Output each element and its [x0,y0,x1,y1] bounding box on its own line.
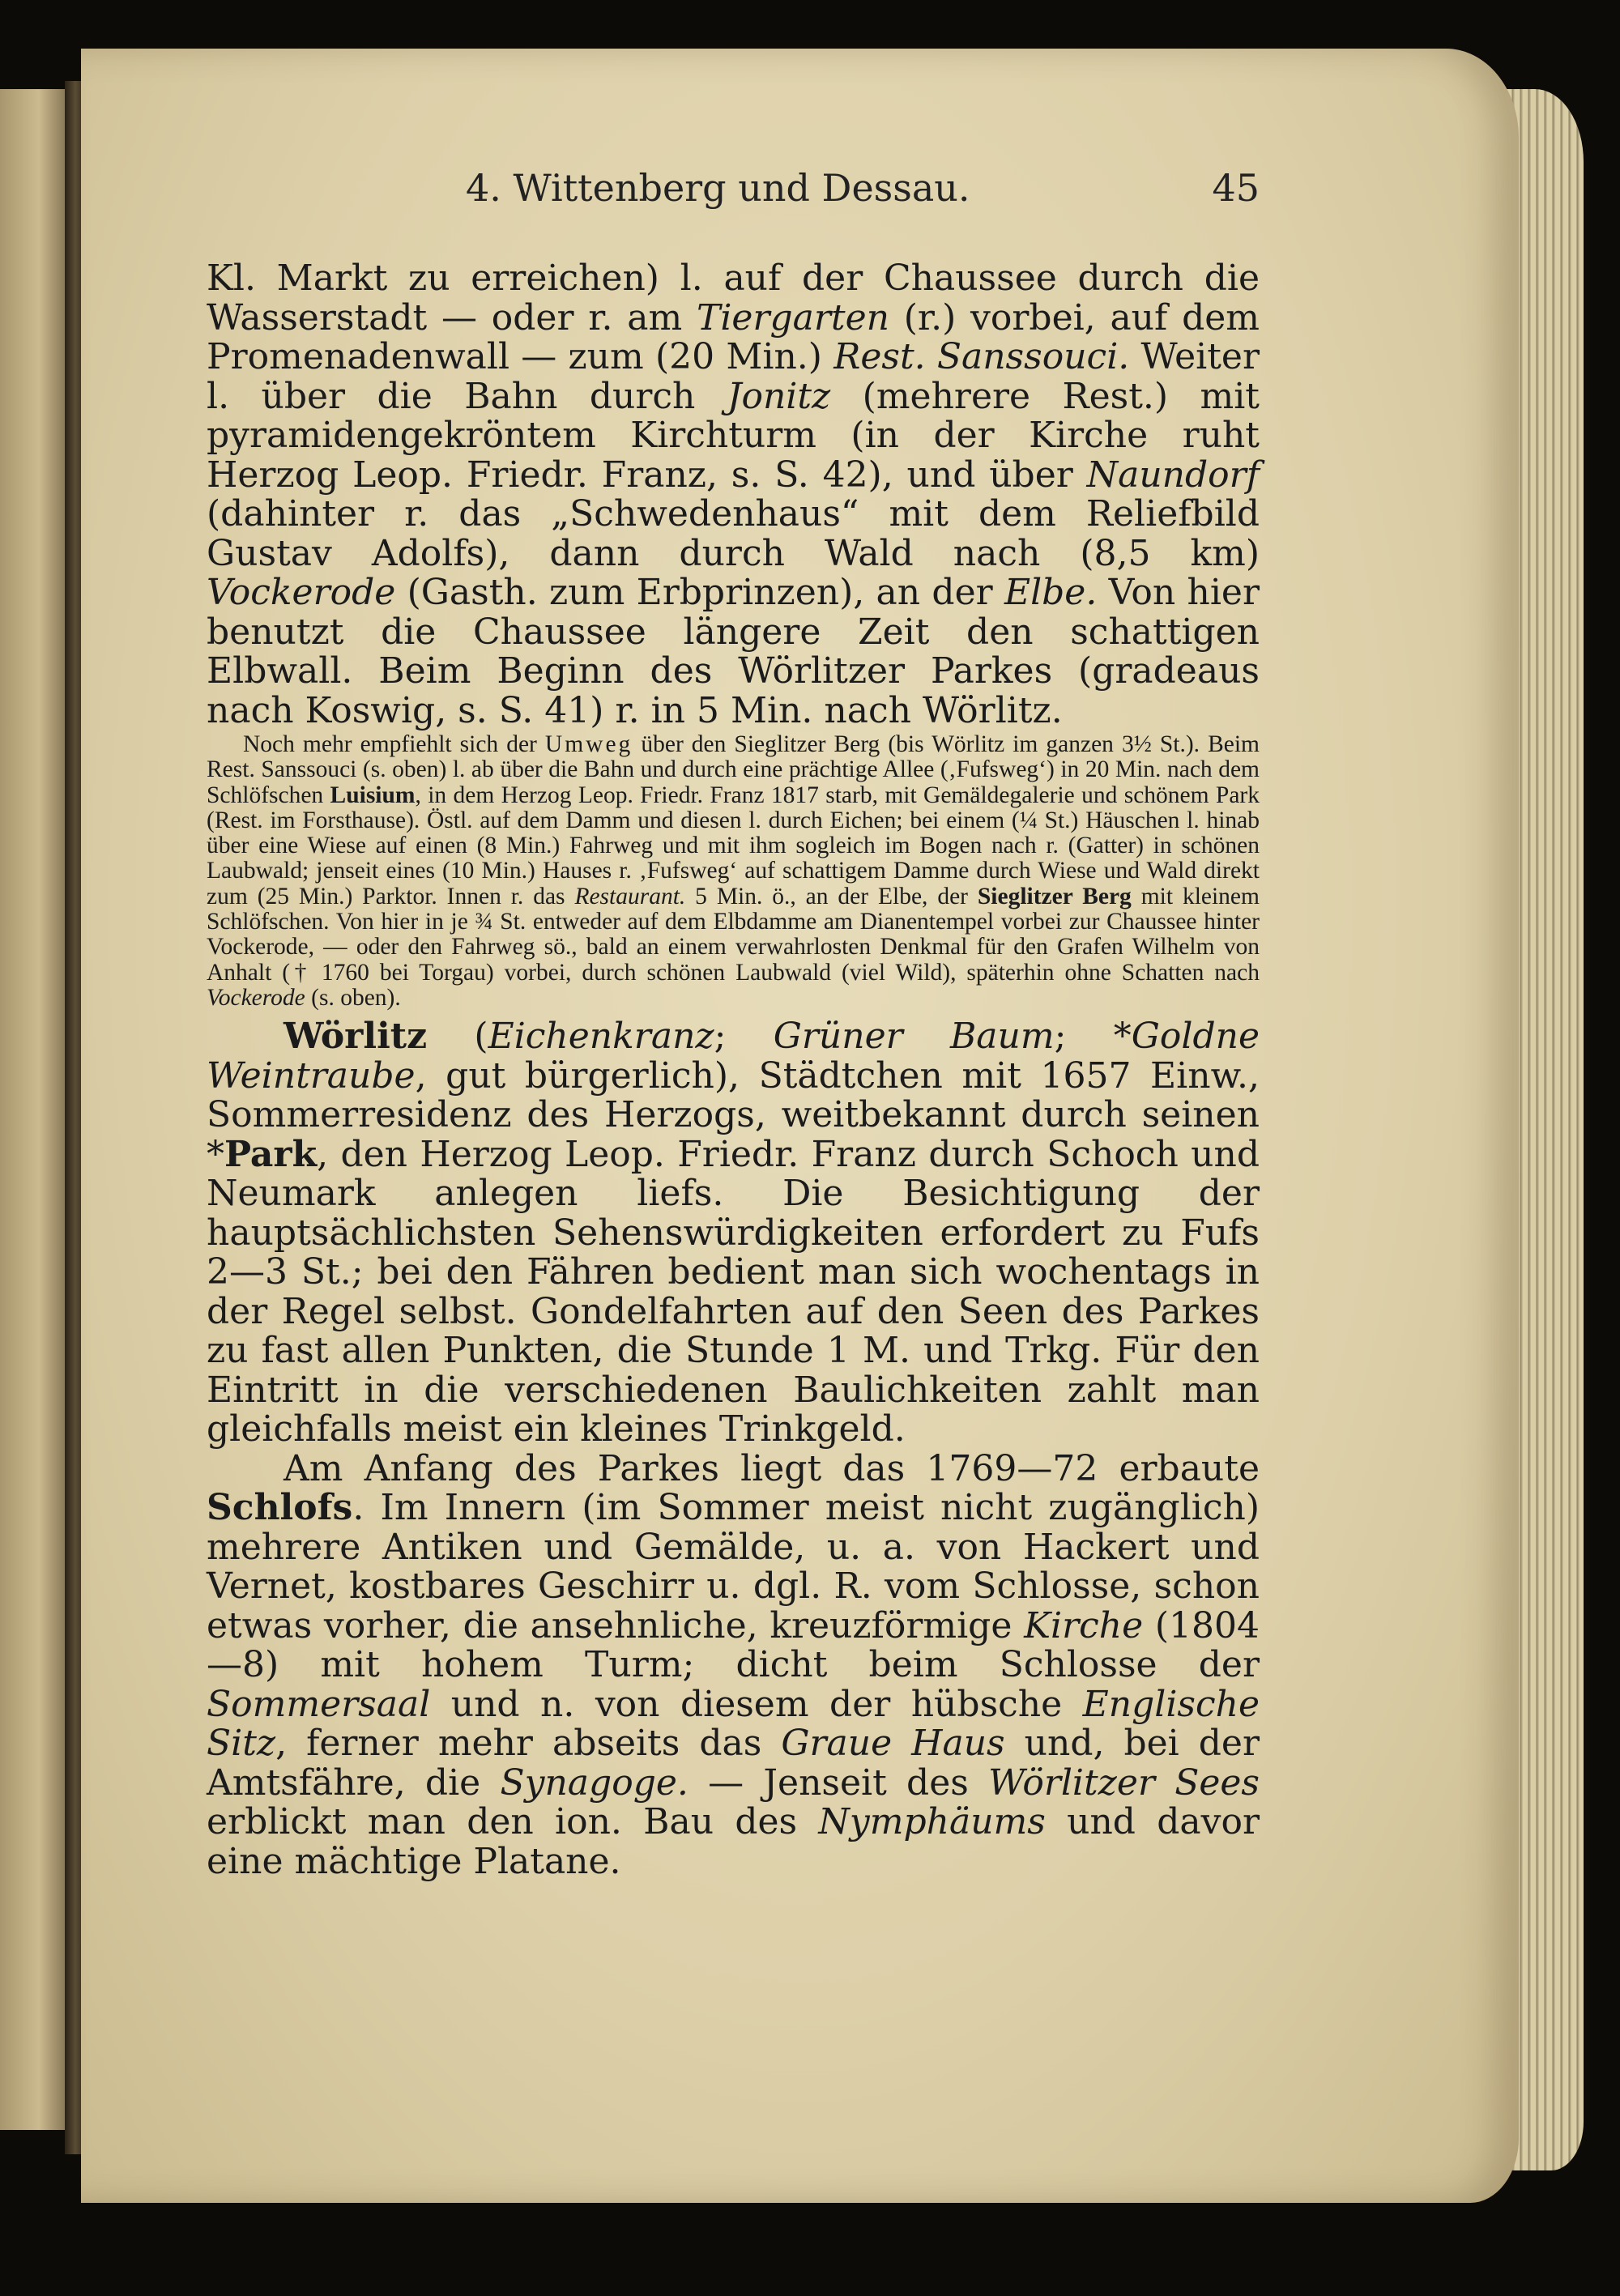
running-title: 4. Wittenberg und Dessau. [466,166,970,210]
paragraph-detour-note: Noch mehr empfiehlt sich der Umweg über den Sieglitzer Berg (bis Wörlitz im ganzen 3½ St.). Beim Rest. Sanssouci (s. oben) l. ab über die Bahn und durch eine prächtige Allee (‚Fufsweg‘) in 20 Min. nach dem Schlöfschen Luisium, in dem Herzog Leop. Friedr. Franz 1817 starb, mit Gemäldegalerie und schönem Park (Rest. im Forsthause). Östl. auf dem Damm und diesen l. durch Eichen; bei einem (¼ St.) Häuschen l. hinab über eine Wiese auf einen (8 Min.) Fahrweg und mit ihm sogleich im Bogen nach r. (Gatter) in schönen Laubwald; jenseit eines (10 Min.) Hauses r. ‚Fufsweg‘ auf schattigem Damme durch Wiese und Wald direkt zum (25 Min.) Parktor. Innen r. das Restaurant. 5 Min. ö., an der Elbe, der Sieglitzer Berg mit kleinem Schlöfschen. Von hier in je ¾ St. entweder auf dem Elbdamme am Dianentempel vorbei zur Chaussee hinter Vockerode, — oder den Fahrweg sö., bald an einem verwahrlosten Denkmal für den Grafen Wilhelm von Anhalt († 1760 bei Torgau) vorbei, durch schönen Laubwald (viel Wild), späterhin ohne Schatten nach Vockerode (s. oben). [207,731,1260,1011]
page-number: 45 [1212,166,1260,210]
left-page-edge [0,89,65,2130]
running-header [207,166,1260,223]
book-gutter [65,81,83,2154]
paragraph-woerlitz: Wörlitz (Eichenkranz; Grüner Baum; *Goldne Weintraube, gut bürgerlich), Städtchen mit 1657 Einw., Sommerresidenz des Herzogs, weitbekannt durch seinen *Park, den Herzog Leop. Friedr. Franz durch Schoch und Neumark anlegen liefs. Die Besichtigung der hauptsächlichsten Sehenswürdigkeiten erfordert zu Fufs 2—3 St.; bei den Fähren bedient man sich wochentags in der Regel selbst. Gondelfahrten auf den Seen des Parkes zu fast allen Punkten, die Stunde 1 M. und Trkg. Für den Eintritt in die verschiedenen Baulichkeiten zahlt man gleichfalls meist ein kleines Trinkgeld. [207,1016,1260,1450]
paragraph-route: Kl. Markt zu erreichen) l. auf der Chaussee durch die Wasserstadt — oder r. am Tiergarten (r.) vorbei, auf dem Promenadenwall — zum (20 Min.) Rest. Sanssouci. Weiter l. über die Bahn durch Jonitz (mehrere Rest.) mit pyramidengekröntem Kirchturm (in der Kirche ruht Herzog Leop. Friedr. Franz, s. S. 42), und über Naundorf (dahinter r. das „Schwedenhaus“ mit dem Reliefbild Gustav Adolfs), dann durch Wald nach (8,5 km) Vockerode (Gasth. zum Erbprinzen), an der Elbe. Von hier benutzt die Chaussee längere Zeit den schattigen Elbwall. Beim Beginn des Wörlitzer Parkes (gradeaus nach Koswig, s. S. 41) r. in 5 Min. nach Wörlitz. [207,258,1260,731]
paragraph-schloss: Am Anfang des Parkes liegt das 1769—72 erbaute Schlofs. Im Innern (im Sommer meist nicht zugänglich) mehrere Antiken und Gemälde, u. a. von Hackert und Vernet, kostbares Geschirr u. dgl. R. vom Schlosse, schon etwas vorher, die ansehnliche, kreuzförmige Kirche (1804—8) mit hohem Turm; dicht beim Schlosse der Sommersaal und n. von diesem der hübsche Englische Sitz, ferner mehr abseits das Graue Haus und, bei der Amtsfähre, die Synagoge. — Jenseit des Wörlitzer Sees erblickt man den ion. Bau des Nymphäums und davor eine mächtige Platane. [207,1447,1260,1882]
page-body [207,259,1260,1881]
